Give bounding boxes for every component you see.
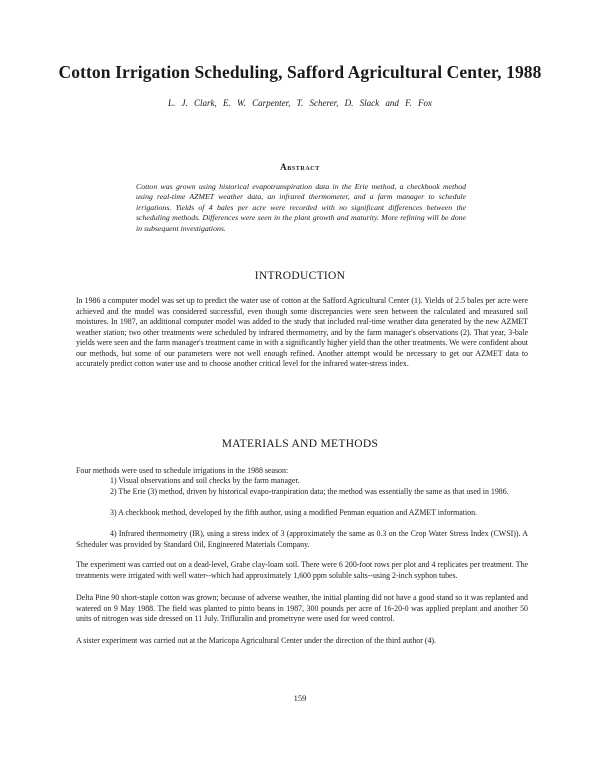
page-number: 159: [293, 693, 307, 703]
abstract-heading: Abstract: [280, 162, 320, 172]
paper-title: Cotton Irrigation Scheduling, Safford Agricultural Center, 1988: [58, 62, 542, 82]
experiment-paragraph: The experiment was carried out on a dead-level, Grabe clay-loam soil. There were 6 200-foot rows per plot and 4 replicates per treatment. The treatments were irrigated with well water--which had approximately 1,600 ppm soluble salts--using 2-inch syphon tubes.: [76, 560, 528, 580]
sister-experiment-paragraph: A sister experiment was carried out at the Maricopa Agricultural Center under the direction of the third author (4).: [76, 636, 436, 645]
methods-heading: MATERIALS AND METHODS: [221, 438, 379, 450]
author-list: L. J. Clark, E. W. Carpenter, T. Scherer, D. Slack and F. Fox: [168, 98, 432, 108]
methods-intro-paragraph: Four methods were used to schedule irrigations in the 1988 season:: [76, 466, 289, 475]
methods-list-item: 1) Visual observations and soil checks by the farm manager.: [110, 476, 300, 485]
methods-list-item: 2) The Erie (3) method, driven by historical evapo-tranpiration data; the method was essentially the same as that used in 1986.: [110, 487, 509, 496]
introduction-heading: INTRODUCTION: [254, 270, 346, 282]
planting-paragraph: Delta Pine 90 short-staple cotton was grown; because of adverse weather, the initial planting did not have a good stand so it was replanted and watered on 9 May 1988. The field was planted to pinto beans in 1987, 300 pounds per acre of 16-20-0 was applied preplant and another 50 units of nitrogen was side dressed on 11 July. Trifluralin and prometryne were used for weed control.: [76, 593, 528, 623]
introduction-paragraph: In 1986 a computer model was set up to predict the water use of cotton at the Safford Agricultural Center (1). Yields of 2.5 bales per acre were achieved and the model was considered successful, even though some discrepancies were seen between the calculated and measured soil moistures. In 1987, an additional computer model was added to the study that included real-time weather data generated by the new AZMET weather station; two other treatments were scheduled by infrared thermometry, and by the farm manager's observations (2). That year, 3-bale yields were seen and the farm manager's treatment came in with a significantly higher yield than the other treatments. We were confident about our methods, but some of our parameters were not well enough refined. Another attempt would be necessary to get our AZMET data to accurately predict cotton water use and to choose another critical level for the infrared water-stress index.: [76, 296, 528, 368]
abstract-text: Cotton was grown using historical evapotranspiration data in the Erie method, a checkbook method using real-time AZMET weather data, an infrared thermometer, and a farm manager to schedule irrigations. Yields of 4 bales per acre were recorded with no significant differences between the scheduling methods. Differences were seen in the plant growth and maturity. More refining will be done in subsequent investigations.: [136, 182, 466, 233]
methods-list-item: 3) A checkbook method, developed by the fifth author, using a modified Penman equation and AZMET information.: [110, 508, 478, 517]
methods-list-item: 4) Infrared thermometry (IR), using a stress index of 3 (approximately the same as 0.3 on the Crop Water Stress Index (CWSI)). A Scheduler was provided by Standard Oil, Engineered Materials Company.: [76, 529, 528, 549]
